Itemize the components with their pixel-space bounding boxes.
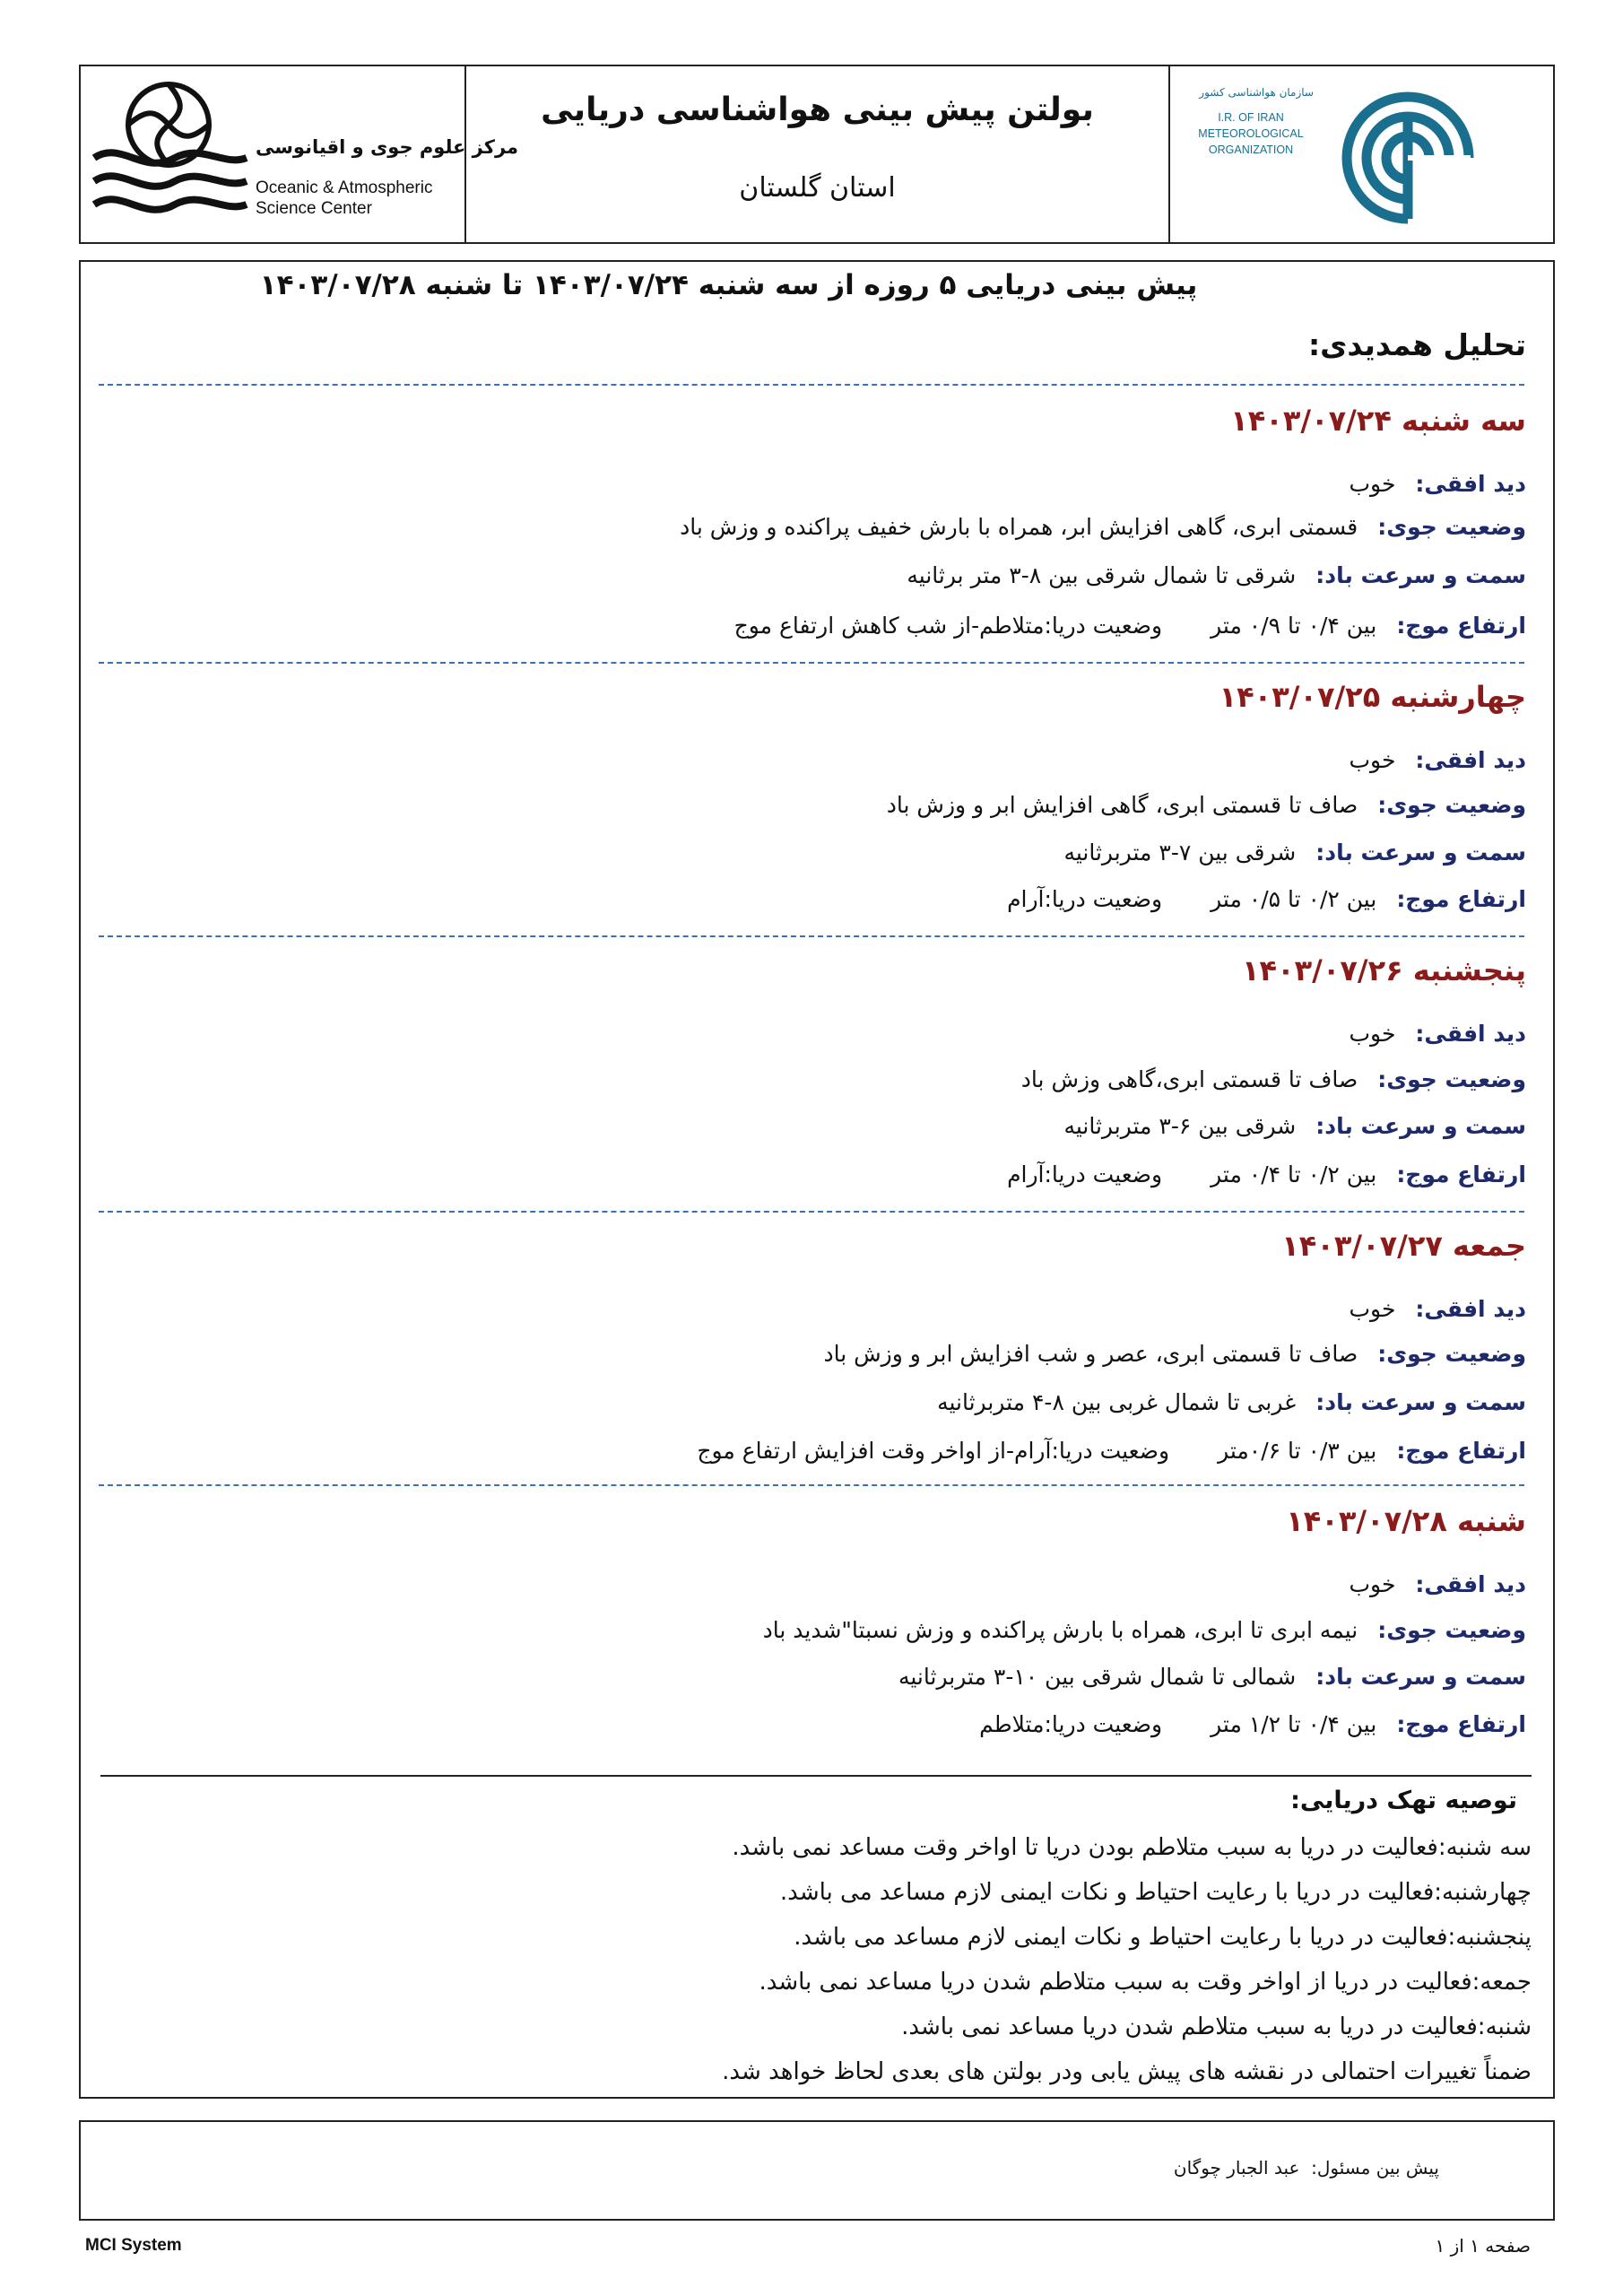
advice-title: توصیه تهک دریایی: <box>1290 1787 1517 1814</box>
wind-label: سمت و سرعت باد: <box>1315 839 1526 865</box>
irimo-spiral-logo-icon <box>1336 84 1480 232</box>
visibility-label: دید افقی: <box>1415 1296 1526 1322</box>
visibility-row <box>1350 471 1527 497</box>
responsible-label: پیش بین مسئول: <box>1311 2157 1439 2179</box>
wind-row <box>937 1389 1526 1415</box>
sea-state: وضعیت دریا:آرام <box>1007 1161 1163 1187</box>
wind-row <box>1063 1113 1526 1139</box>
wind-label: سمت و سرعت باد: <box>1315 1113 1526 1139</box>
advice-line: چهارشنبه:فعالیت در دریا با رعایت احتیاط و نکات ایمنی لازم مساعد می باشد. <box>779 1879 1532 1906</box>
wind-value: شرقی تا شمال شرقی بین ۸-۳ متر برثانیه <box>907 562 1297 588</box>
visibility-value: خوب <box>1349 1571 1396 1597</box>
wind-row <box>898 1664 1526 1690</box>
visibility-value: خوب <box>1349 471 1396 497</box>
day-title: جمعه ۱۴۰۳/۰۷/۲۷ <box>1281 1229 1526 1263</box>
page-number: صفحه ۱ از ۱ <box>1435 2235 1531 2257</box>
wave-label: ارتفاع موج: <box>1396 1161 1526 1187</box>
synoptic-analysis-label: تحلیل همدیدی: <box>1307 327 1526 362</box>
responsible-forecaster <box>1174 2157 1439 2179</box>
bulletin-title: بولتن پیش بینی هواشناسی دریایی <box>541 91 1094 128</box>
responsible-name: عبد الجبار چوگان <box>1173 2157 1300 2179</box>
divider <box>99 1484 1524 1486</box>
advice-divider <box>100 1775 1532 1777</box>
weather-row <box>823 1341 1526 1367</box>
visibility-row <box>1350 1021 1527 1047</box>
wave-row <box>697 1438 1526 1464</box>
wind-value: غربی تا شمال غربی بین ۸-۴ متربرثانیه <box>937 1389 1297 1415</box>
wind-label: سمت و سرعت باد: <box>1315 1664 1526 1690</box>
wind-value: شرقی بین ۷-۳ متربرثانیه <box>1063 839 1297 865</box>
weather-row <box>887 792 1526 818</box>
wave-value: بین ۰/۲ تا ۰/۵ متر <box>1211 886 1377 912</box>
irimo-name-fa: سازمان هواشناسی کشور <box>1199 86 1314 99</box>
wind-label: سمت و سرعت باد: <box>1315 1389 1526 1415</box>
wave-value: بین ۰/۴ تا ۱/۲ متر <box>1211 1711 1377 1737</box>
header-box <box>79 65 1555 244</box>
day-title: شنبه ۱۴۰۳/۰۷/۲۸ <box>1286 1504 1526 1538</box>
wave-row <box>1007 886 1526 912</box>
advice-line: جمعه:فعالیت در دریا از اواخر وقت به سبب متلاطم شدن دریا مساعد نمی باشد. <box>759 1969 1532 1996</box>
sea-state: وضعیت دریا:متلاطم <box>979 1711 1163 1737</box>
osc-name-fa: مرکز علوم جوی و اقیانوسی <box>256 136 519 158</box>
day-title: سه شنبه ۱۴۰۳/۰۷/۲۴ <box>1230 404 1526 438</box>
day-title: چهارشنبه ۱۴۰۳/۰۷/۲۵ <box>1219 680 1526 714</box>
weather-label: وضعیت جوی: <box>1377 792 1526 818</box>
weather-value: صاف تا قسمتی ابری،گاهی وزش باد <box>1020 1066 1358 1092</box>
sea-state: وضعیت دریا:آرام-از اواخر وقت افزایش ارتفاع موج <box>697 1438 1170 1464</box>
wave-value: بین ۰/۴ تا ۰/۹ متر <box>1211 613 1377 639</box>
weather-value: قسمتی ابری، گاهی افزایش ابر، همراه با بارش خفیف پراکنده و وزش باد <box>680 514 1358 540</box>
weather-label: وضعیت جوی: <box>1377 1341 1526 1367</box>
weather-row <box>1021 1066 1526 1092</box>
sea-state: وضعیت دریا:آرام <box>1007 886 1163 912</box>
advice-line: سه شنبه:فعالیت در دریا به سبب متلاطم بودن دریا تا اواخر وقت مساعد نمی باشد. <box>732 1834 1532 1861</box>
weather-value: صاف تا قسمتی ابری، عصر و شب افزایش ابر و وزش باد <box>823 1341 1358 1367</box>
wind-label: سمت و سرعت باد: <box>1315 562 1526 588</box>
advice-line: پنجشنبه:فعالیت در دریا با رعایت احتیاط و نکات ایمنی لازم مساعد می باشد. <box>794 1924 1532 1951</box>
weather-label: وضعیت جوی: <box>1377 1617 1526 1643</box>
irimo-name-en: I.R. OF IRAN METEOROLOGICAL ORGANIZATION <box>1198 111 1304 156</box>
visibility-value: خوب <box>1349 1021 1396 1047</box>
weather-row <box>763 1617 1526 1643</box>
title-cell <box>466 66 1170 242</box>
left-logo-cell <box>81 66 519 242</box>
divider <box>99 662 1524 664</box>
province-name: استان گلستان <box>739 172 896 204</box>
sea-state: وضعیت دریا:متلاطم-از شب کاهش ارتفاع موج <box>733 613 1163 639</box>
visibility-label: دید افقی: <box>1415 471 1526 497</box>
divider <box>99 935 1524 937</box>
wave-value: بین ۰/۳ تا ۰/۶متر <box>1218 1438 1377 1464</box>
wave-label: ارتفاع موج: <box>1396 1438 1526 1464</box>
wave-row <box>979 1711 1526 1737</box>
wave-label: ارتفاع موج: <box>1396 886 1526 912</box>
weather-row <box>680 514 1526 540</box>
wind-row <box>1063 839 1526 865</box>
forecast-title: پیش بینی دریایی ۵ روزه از سه شنبه ۱۴۰۳/۰۷/۲۴ تا شنبه ۱۴۰۳/۰۷/۲۸ <box>259 269 1198 301</box>
wind-row <box>907 562 1526 588</box>
osc-name-en: Oceanic & Atmospheric Science Center <box>256 178 433 218</box>
wave-label: ارتفاع موج: <box>1396 613 1526 639</box>
wave-label: ارتفاع موج: <box>1396 1711 1526 1737</box>
right-logo-cell <box>1170 66 1553 242</box>
visibility-row <box>1350 1571 1527 1597</box>
visibility-label: دید افقی: <box>1415 747 1526 773</box>
visibility-value: خوب <box>1349 1296 1396 1322</box>
day-title: پنجشنبه ۱۴۰۳/۰۷/۲۶ <box>1242 953 1526 987</box>
divider <box>99 384 1524 386</box>
weather-label: وضعیت جوی: <box>1377 514 1526 540</box>
wind-value: شرقی بین ۶-۳ متربرثانیه <box>1063 1113 1297 1139</box>
system-name: MCI System <box>85 2236 182 2255</box>
visibility-row <box>1350 747 1527 773</box>
oceanic-atmospheric-logo-icon <box>90 75 251 232</box>
wave-value: بین ۰/۲ تا ۰/۴ متر <box>1211 1161 1377 1187</box>
wind-value: شمالی تا شمال شرقی بین ۱۰-۳ متربرثانیه <box>898 1664 1297 1690</box>
visibility-value: خوب <box>1349 747 1396 773</box>
visibility-label: دید افقی: <box>1415 1571 1526 1597</box>
wave-row <box>734 613 1526 639</box>
divider <box>99 1211 1524 1213</box>
visibility-row <box>1350 1296 1527 1322</box>
weather-value: نیمه ابری تا ابری، همراه با بارش پراکنده و وزش نسبتا"شدید باد <box>762 1617 1358 1643</box>
weather-label: وضعیت جوی: <box>1377 1066 1526 1092</box>
wave-row <box>1007 1161 1526 1187</box>
advice-line: شنبه:فعالیت در دریا به سبب متلاطم شدن دریا مساعد نمی باشد. <box>901 2013 1532 2040</box>
advice-line: ضمناً تغییرات احتمالی در نقشه های پیش یابی ودر بولتن های بعدی لحاظ خواهد شد. <box>722 2058 1532 2085</box>
visibility-label: دید افقی: <box>1415 1021 1526 1047</box>
weather-value: صاف تا قسمتی ابری، گاهی افزایش ابر و وزش باد <box>886 792 1358 818</box>
